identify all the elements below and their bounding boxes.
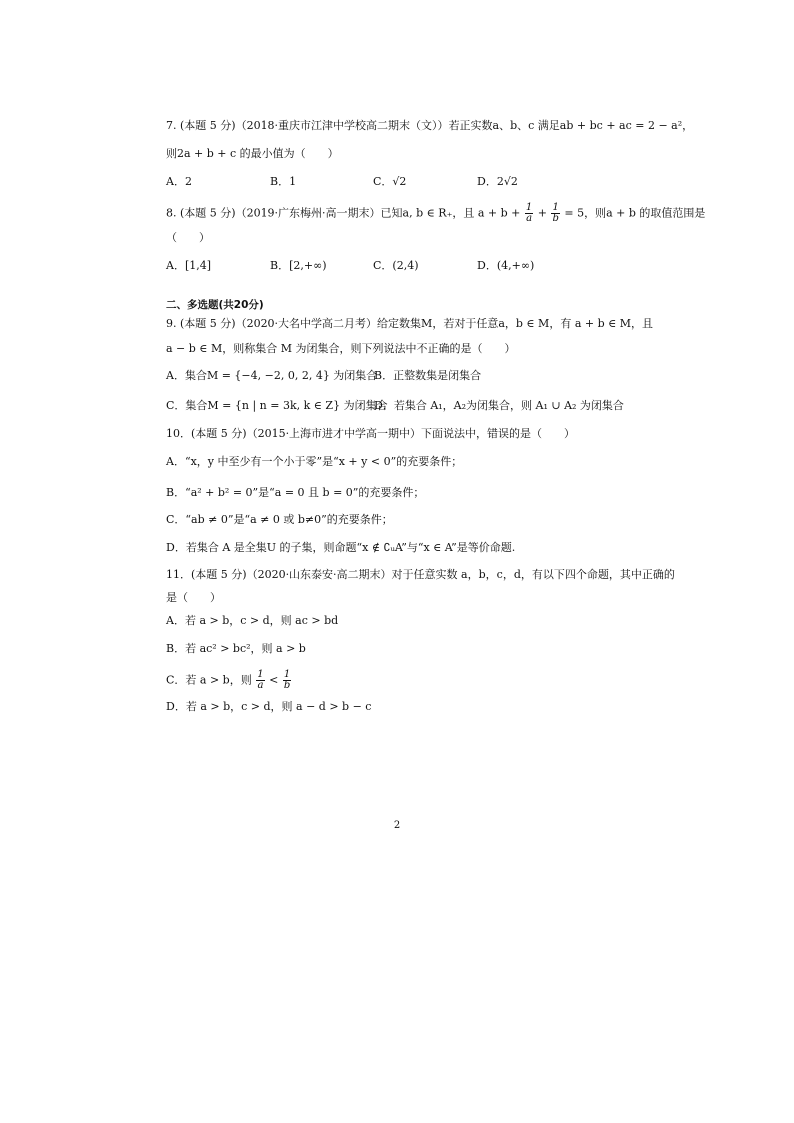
q11-frac2-denominator: b [283,680,291,691]
q8-frac1-denominator: a [526,213,533,224]
q8-stem-suffix: = 5，则a + b 的取值范围是 [564,206,706,220]
q8-option-d: D．(4,+∞) [477,259,535,272]
q11-stem-line2: 是（ ） [166,591,221,604]
q11-option-b: B．若 ac² > bc²，则 a > b [166,642,306,655]
q8-stem-line1 [166,203,705,224]
q8-fraction-1-over-b [551,203,559,224]
q8-fraction-1-over-a [525,203,533,224]
q9-option-d: D．若集合 A₁，A₂为闭集合，则 A₁ ∪ A₂ 为闭集合 [374,399,624,412]
q10-option-b: B．“a² + b² = 0”是“a = 0 且 b = 0”的充要条件； [166,486,425,499]
section-title-multiple-choice: 二、多选题(共20分) [166,299,264,311]
q8-option-b: B．[2,+∞) [270,259,327,272]
q11-option-c-prefix: C．若 a > b，则 [166,673,252,687]
q8-frac1-numerator: 1 [525,202,533,213]
q8-stem-prefix: 8. (本题 5 分)（2019·广东梅州·高一期末）已知a, b ∈ R₊，且 a + b + [166,206,521,220]
q11-option-c [166,670,292,691]
q8-frac2-numerator: 1 [552,202,559,213]
q7-option-c: C．√2 [373,175,407,188]
q7-stem-line2: 则2a + b + c 的最小值为（ ） [166,147,339,160]
q10-option-a: A．“x，y 中至少有一个小于零”是“x + y < 0”的充要条件； [166,455,463,468]
q7-option-d: D．2√2 [477,175,518,188]
q10-stem: 10．(本题 5 分)（2015·上海市进才中学高一期中）下面说法中，错误的是（ ） [166,427,576,440]
q8-frac2-denominator: b [552,213,559,224]
page-number: 2 [393,820,401,831]
q8-stem-line2: （ ） [166,231,210,244]
q8-option-c: C．(2,4) [373,259,419,272]
q9-stem-line2: a − b ∈ M，则称集合 M 为闭集合，则下列说法中不正确的是（ ） [166,342,516,355]
q11-frac1-denominator: a [257,680,264,691]
q7-option-a: A．2 [166,175,192,188]
q11-frac2-numerator: 1 [283,669,291,680]
q9-option-a: A．集合M = {−4, −2, 0, 2, 4} 为闭集合 [166,369,378,382]
q8-option-a: A．[1,4] [166,259,212,272]
q9-option-c: C．集合M = {n | n = 3k, k ∈ Z} 为闭集合 [166,399,388,412]
q10-option-d: D．若集合 A 是全集U 的子集，则命题“x ∉ ∁ᵤA”与“x ∈ A”是等价命题. [166,541,516,554]
q9-option-b: B．正整数集是闭集合 [374,369,482,382]
q8-plus-sign: + [537,206,547,220]
q10-option-c: C．“ab ≠ 0”是“a ≠ 0 或 b≠0”的充要条件； [166,513,393,526]
q11-frac1-numerator: 1 [257,669,264,680]
q11-option-a: A．若 a > b，c > d，则 ac > bd [166,614,339,627]
q11-fraction-1-over-a [256,670,264,691]
q7-option-b: B．1 [270,175,297,188]
q9-stem-line1: 9. (本题 5 分)（2020·大名中学高二月考）给定数集M，若对于任意a，b ∈ M，有 a + b ∈ M，且 [166,317,654,330]
q11-less-than-sign: < [269,673,279,687]
q11-fraction-1-over-b [283,670,291,691]
q11-stem-line1: 11．(本题 5 分)（2020·山东泰安·高二期末）对于任意实数 a，b，c，d，有以下四个命题，其中正确的 [166,568,675,581]
q11-option-d: D．若 a > b，c > d，则 a − d > b − c [166,700,372,713]
q7-stem-line1: 7. (本题 5 分)（2018·重庆市江津中学校高二期末（文））若正实数a、b、c 满足ab + bc + ac = 2 − a²， [166,119,694,132]
